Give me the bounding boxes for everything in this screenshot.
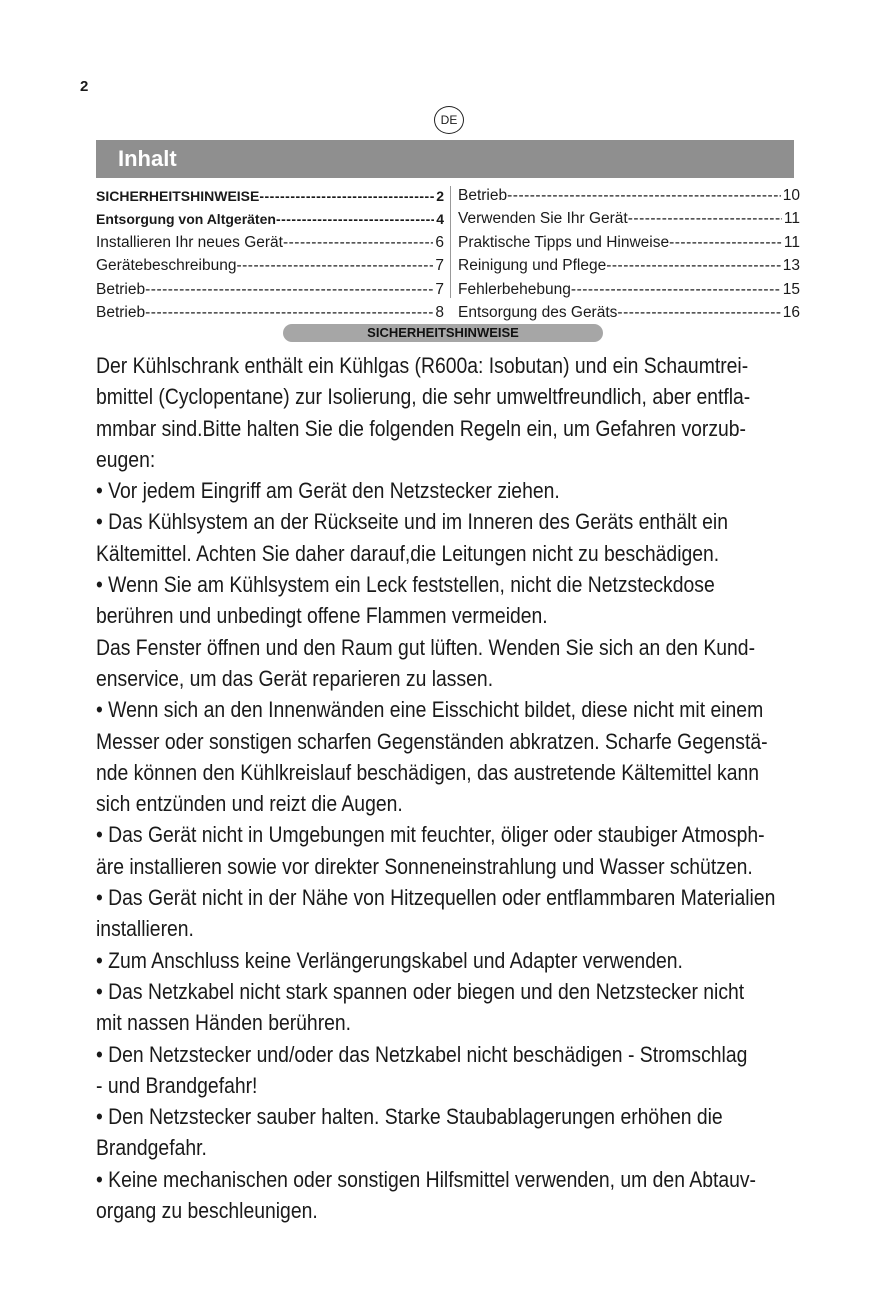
toc-leader bbox=[617, 304, 780, 322]
toc-entry bbox=[96, 231, 444, 255]
toc-leader bbox=[145, 304, 433, 322]
toc-leader bbox=[606, 257, 781, 275]
body-line: Messer oder sonstigen scharfen Gegenständen abkratzen. Scharfe Gegenstä- bbox=[96, 728, 768, 754]
body-line: • Keine mechanischen oder sonstigen Hilfsmittel verwenden, um den Abtauv- bbox=[96, 1166, 756, 1192]
body-line: Das Fenster öffnen und den Raum gut lüften. Wenden Sie sich an den Kund- bbox=[96, 634, 756, 660]
toc-entry bbox=[96, 278, 444, 302]
toc-entry-page: 7 bbox=[435, 257, 444, 275]
toc-leader bbox=[276, 211, 434, 227]
toc-entry-title: Fehlerbehebung bbox=[458, 280, 571, 298]
body-line: nde können den Kühlkreislauf beschädigen, das austretende Kältemittel kann bbox=[96, 759, 759, 785]
body-line: mmbar sind.Bitte halten Sie die folgenden Regeln ein, um Gefahren vorzub- bbox=[96, 415, 747, 441]
toc-leader bbox=[259, 188, 434, 204]
toc-entry-title: Gerätebeschreibung bbox=[96, 257, 237, 275]
body-line: • Das Gerät nicht in Umgebungen mit feuchter, öliger oder staubiger Atmosph- bbox=[96, 822, 765, 848]
body-line: Brandgefahr. bbox=[96, 1135, 207, 1161]
body-line: mit nassen Händen berühren. bbox=[96, 1010, 352, 1036]
body-line: • Das Kühlsystem an der Rückseite und im Inneren des Geräts enthält ein bbox=[96, 509, 729, 535]
body-line: • Den Netzstecker und/oder das Netzkabel nicht beschädigen - Stromschlag bbox=[96, 1041, 748, 1067]
contents-heading: Inhalt bbox=[96, 140, 794, 178]
body-line: installieren. bbox=[96, 916, 194, 942]
toc-entry-page: 6 bbox=[435, 233, 444, 251]
body-line: Kältemittel. Achten Sie daher darauf,die Leitungen nicht zu beschädigen. bbox=[96, 540, 720, 566]
body-line: Der Kühlschrank enthält ein Kühlgas (R600a: Isobutan) und ein Schaumtrei- bbox=[96, 353, 749, 378]
body-line: • Zum Anschluss keine Verlängerungskabel und Adapter verwenden. bbox=[96, 947, 683, 973]
body-line: • Das Netzkabel nicht stark spannen oder biegen und den Netzstecker nicht bbox=[96, 978, 745, 1004]
toc-leader bbox=[628, 210, 782, 228]
toc-entry bbox=[96, 255, 444, 279]
toc-entry-title: Praktische Tipps und Hinweise bbox=[458, 233, 670, 251]
toc-entry bbox=[458, 302, 800, 326]
toc-leader bbox=[236, 257, 433, 275]
toc-entry-page: 7 bbox=[435, 280, 444, 298]
body-line: • Den Netzstecker sauber halten. Starke Staubablagerungen erhöhen die bbox=[96, 1104, 723, 1130]
body-line: bmittel (Cyclopentane) zur Isolierung, die sehr umweltfreundlich, aber entfla- bbox=[96, 384, 751, 410]
safety-text bbox=[96, 350, 776, 1226]
toc-entry-page: 15 bbox=[782, 280, 800, 298]
body-line: eugen: bbox=[96, 446, 156, 472]
toc-entry-title: Betrieb bbox=[96, 304, 146, 322]
body-line: • Das Gerät nicht in der Nähe von Hitzequellen oder entflammbaren Materialien bbox=[96, 885, 776, 911]
toc-entry-page: 11 bbox=[783, 210, 800, 228]
body-line: sich entzünden und reizt die Augen. bbox=[96, 791, 403, 817]
section-heading: SICHERHEITSHINWEISE bbox=[283, 324, 603, 342]
toc-entry-page: 8 bbox=[435, 304, 444, 322]
toc-entry-title: Betrieb bbox=[96, 280, 146, 298]
toc-leader bbox=[669, 234, 782, 252]
toc-left-column bbox=[96, 184, 444, 325]
toc-entry-title: Entsorgung des Geräts bbox=[458, 304, 618, 322]
toc-entry bbox=[458, 255, 800, 279]
toc-entry bbox=[96, 302, 444, 326]
body-line: • Wenn sich an den Innenwänden eine Eisschicht bildet, diese nicht mit einem bbox=[96, 697, 764, 723]
toc-entry bbox=[458, 184, 800, 208]
toc-entry-page: 13 bbox=[782, 257, 800, 275]
toc-leader bbox=[283, 234, 433, 252]
toc-entry-title: Entsorgung von Altgeräten bbox=[96, 211, 276, 228]
toc-leader bbox=[507, 187, 781, 205]
toc-right-column bbox=[458, 184, 800, 325]
body-line: enservice, um das Gerät reparieren zu lassen. bbox=[96, 665, 494, 691]
language-badge: DE bbox=[434, 106, 464, 134]
toc-entry bbox=[96, 184, 444, 208]
toc-entry-title: Betrieb bbox=[458, 186, 508, 204]
page-number: 2 bbox=[80, 78, 89, 95]
toc-leader bbox=[145, 281, 433, 299]
toc-leader bbox=[571, 281, 781, 299]
toc-entry-page: 4 bbox=[436, 211, 444, 228]
toc-divider bbox=[450, 186, 451, 298]
body-line: • Vor jedem Eingriff am Gerät den Netzstecker ziehen. bbox=[96, 478, 560, 504]
toc-entry bbox=[458, 231, 800, 255]
toc-entry bbox=[458, 208, 800, 232]
toc-entry-title: SICHERHEITSHINWEISE bbox=[96, 187, 260, 204]
toc-entry-title: Verwenden Sie Ihr Gerät bbox=[458, 210, 628, 228]
toc-entry-title: Installieren Ihr neues Gerät bbox=[96, 233, 283, 251]
toc-entry-page: 2 bbox=[436, 187, 444, 204]
toc-entry-page: 10 bbox=[782, 186, 800, 204]
body-line: • Wenn Sie am Kühlsystem ein Leck feststellen, nicht die Netzsteckdose bbox=[96, 572, 715, 598]
body-line: äre installieren sowie vor direkter Sonneneinstrahlung und Wasser schützen. bbox=[96, 853, 753, 879]
toc-entry bbox=[458, 278, 800, 302]
body-line: berühren und unbedingt offene Flammen vermeiden. bbox=[96, 603, 548, 629]
toc-entry-page: 16 bbox=[782, 304, 800, 322]
body-line: organg zu beschleunigen. bbox=[96, 1198, 318, 1224]
toc-entry-page: 11 bbox=[783, 233, 800, 251]
body-line: - und Brandgefahr! bbox=[96, 1072, 258, 1098]
toc-entry bbox=[96, 208, 444, 232]
toc-entry-title: Reinigung und Pflege bbox=[458, 257, 607, 275]
